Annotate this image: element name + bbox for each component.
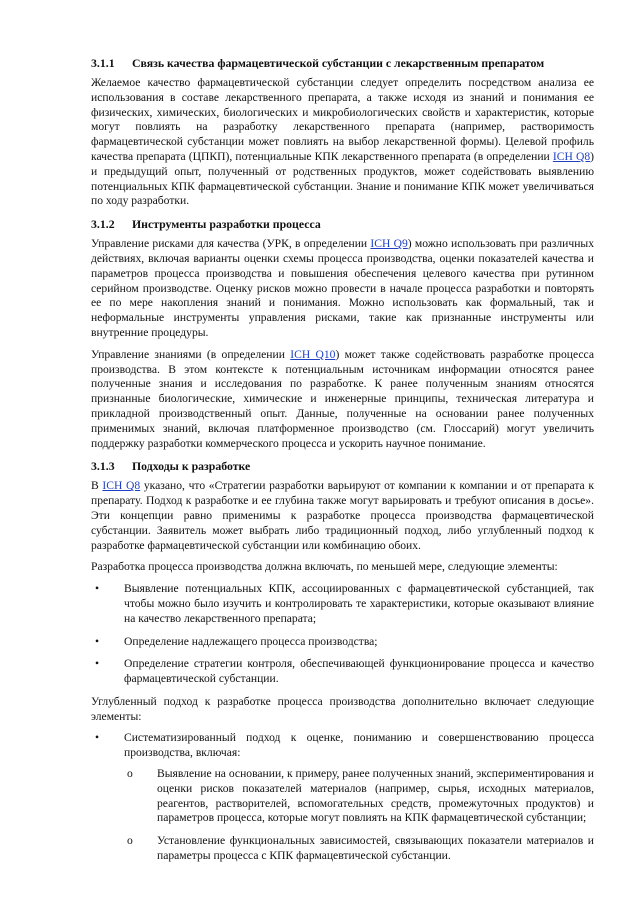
paragraph: Разработка процесса производства должна включать, по меньшей мере, следующие элементы: [91, 560, 558, 574]
document-page [91, 56, 594, 872]
text-run: Управление рисками для качества (УРК, в определении [91, 237, 371, 251]
paragraph: Углубленный подход к разработке процесса производства дополнительно включает следующие элементы: [91, 694, 594, 723]
text-run: В [91, 479, 103, 493]
list-item-text: Установление функциональных зависимостей, связывающих показатели материалов и параметры процесса с КПК фармацевтической субстанции. [157, 834, 594, 863]
list-item [91, 657, 594, 687]
list-item-text: Выявление на основании, к примеру, ранее полученных знаний, экспериментирования и оценки рисков показателей материалов (например, сырья, исходных материалов, реагентов, растворителей, вспомогательных средств, промежуточных продуктов) и параметров процесса, которые могут повлиять на КПК фармацевтической субстанции; [157, 767, 594, 825]
sub-bullet-list [124, 767, 594, 864]
list-item [91, 582, 594, 626]
section-3-1-2 [91, 217, 594, 451]
ich-q8-link[interactable]: ICH Q8 [552, 149, 591, 163]
paragraph [91, 479, 594, 553]
sub-list-item [124, 834, 594, 864]
section-number: 3.1.1 [91, 56, 115, 70]
paragraph [91, 237, 594, 341]
bullet-icon: • [95, 731, 100, 745]
section-title: Инструменты разработки процесса [132, 217, 321, 232]
ich-q10-link[interactable]: ICH Q10 [290, 347, 336, 361]
ich-q9-link[interactable]: ICH Q9 [370, 237, 408, 251]
bullet-list [91, 582, 594, 687]
list-item-text: Выявление потенциальных КПК, ассоциированных с фармацевтической субстанцией, так чтобы можно было изучить и контролировать те характеристики, которые оказывают влияние на качество лекарственного препарата; [124, 582, 594, 625]
list-item [91, 635, 594, 650]
text-run: ) и предыдущий опыт, полученный от родственных продуктов, может содействовать выявлению потенциальных КПК фармацевтической субстанции. Знание и понимание КПК может увеличиваться по ходу разработки. [91, 149, 594, 208]
text-run: указано, что «Стратегии разработки варьируют от компании к компании и от препарата к препарату. Подход к разработке и ее глубина также могут варьировать и требуют описания в досье». Эти концепции равно применимы к разработке процесса производства фармацевтической субстанции. Заявитель может выбрать либо традиционный подход, либо углубленный подход к разработке фармацевтической субстанции или комбинацию обоих. [91, 479, 594, 552]
section-3-1-1 [91, 56, 594, 209]
sub-list-item [124, 767, 594, 826]
list-item [91, 731, 594, 863]
text-run: Управление знаниями (в определении [91, 347, 291, 361]
ich-q8-link[interactable]: ICH Q8 [102, 479, 141, 493]
paragraph [91, 76, 594, 209]
section-number: 3.1.3 [91, 459, 115, 474]
list-item-text: Определение стратегии контроля, обеспечивающей функционирование процесса и качество фармацевтической субстанции. [124, 657, 594, 686]
section-heading [91, 459, 594, 474]
text-run: ) можно использовать при различных действиях, включая варианты оценки схемы процесса производства, оценки показателей качества и параметров процесса производства и повышения обеспечения целевого качества при рутинном серийном производстве. Оценку рисков можно провести в начале процесса разработки и повторять ее по мере накопления знаний и понимания. Можно использовать как формальный, так и неформальные инструменты управления рисками, такие как признанные инструменты или внутренние процедуры. [91, 237, 594, 339]
bullet-list [91, 731, 594, 863]
paragraph [91, 348, 594, 452]
circle-bullet-icon: o [127, 767, 133, 781]
text-run: ) может также содействовать разработке процесса производства. В этом контексте к потенциальным источникам информации относятся ранее полученные знания и исследования по разработке. К ранее полученным знаниям относятся признанные биологические, химические и инженерные принципы, техническая литература и прикладной производственный опыт. Данные, полученные на основании ранее полученных применимых знаний, включая платформенное производство (см. Глоссарий) могут увеличить поддержку разработки коммерческого процесса и ускорить научное понимание. [91, 347, 594, 450]
bullet-icon: • [95, 634, 100, 648]
text-run: Желаемое качество фармацевтической субстанции следует определить посредством анализа ее использования в составе лекарственного препарата, а также исходя из знаний и понимания ее физических, химических, биологических и микробиологических свойств и характеристик, которые могут повлиять на разработку лекарственного препарата (например, растворимость фармацевтической субстанции может повлиять на выбор лекарственной формы). Целевой профиль качества препарата (ЦПКП), потенциальные КПК лекарственного препарата (в определении [91, 76, 594, 163]
list-item-text: Систематизированный подход к оценке, пониманию и совершенствованию процесса производства, включая: [124, 731, 594, 760]
section-title: Связь качества фармацевтической субстанции с лекарственным препаратом [132, 56, 545, 70]
section-title: Подходы к разработке [132, 459, 251, 474]
bullet-icon: • [95, 657, 100, 671]
section-3-1-3 [91, 459, 594, 864]
section-heading [91, 56, 594, 71]
section-number: 3.1.2 [91, 217, 115, 232]
circle-bullet-icon: o [127, 834, 133, 848]
section-heading [91, 217, 594, 232]
list-item-text: Определение надлежащего процесса производства; [124, 634, 378, 648]
bullet-icon: • [95, 582, 100, 596]
